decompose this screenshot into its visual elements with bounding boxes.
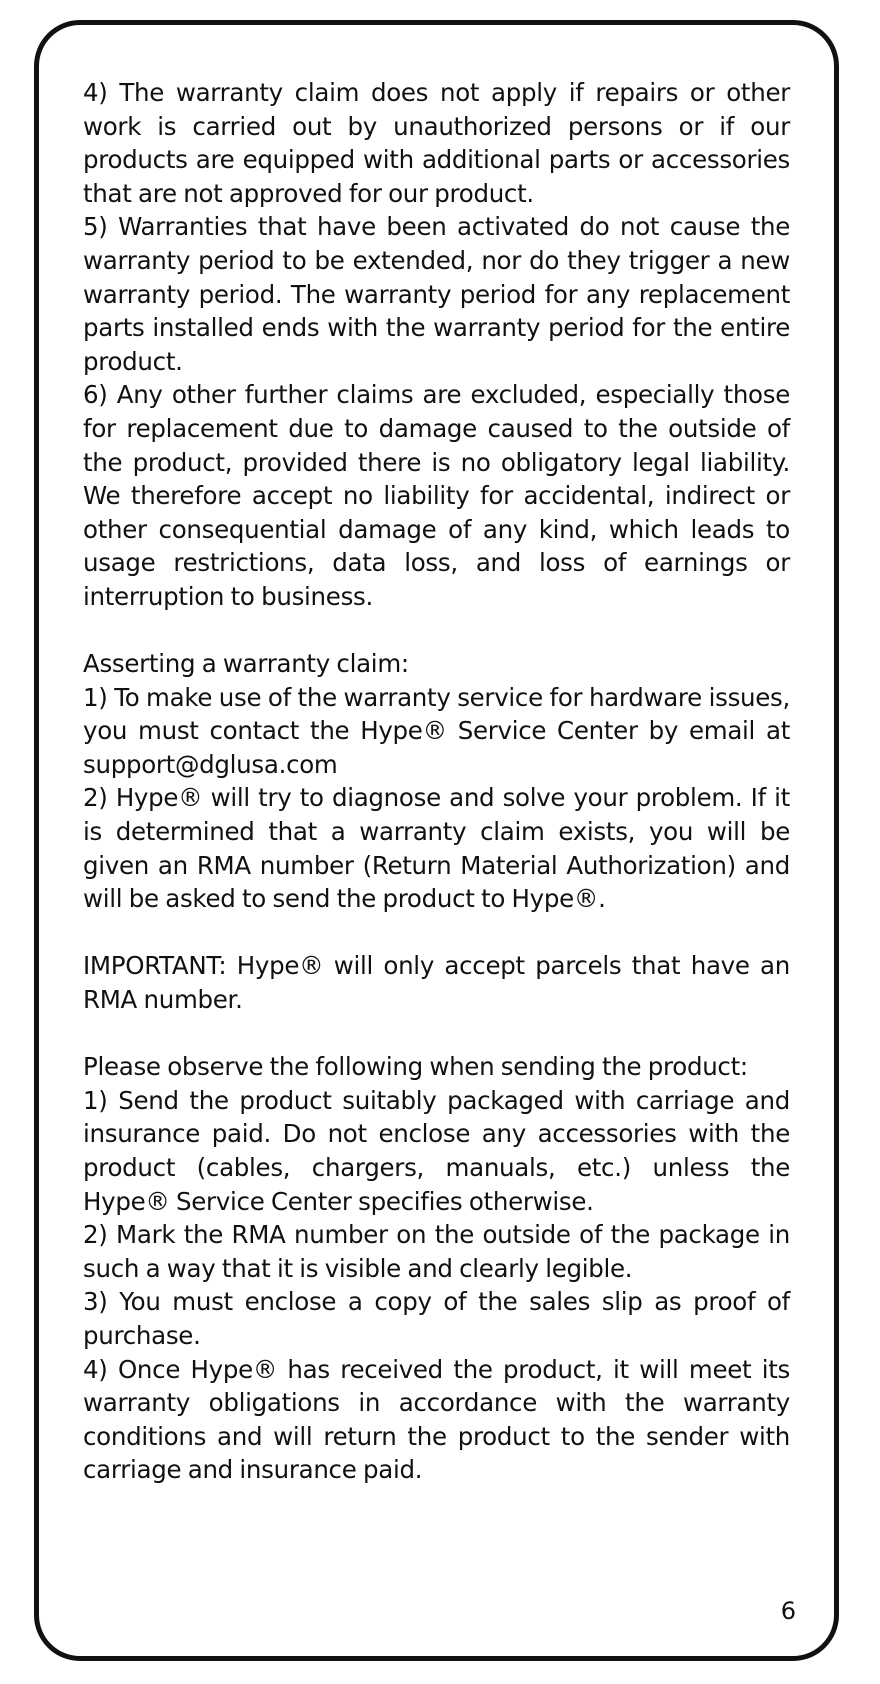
- warranty-condition-5: 5) Warranties that have been activated do not cause the warranty period to be extended, nor do they trigger a new warranty period. The warranty period for any replacement parts installed ends with the warranty period for the entire product.: [83, 212, 790, 376]
- paragraph-spacer: [83, 916, 790, 950]
- paragraph-spacer: [83, 614, 790, 648]
- important-notice: IMPORTANT: Hype® will only accept parcels that have an RMA number.: [83, 951, 790, 1015]
- warranty-condition-6: 6) Any other further claims are excluded, especially those for replacement due to damage caused to the outside of the product, provided there is no obligatory legal liability. We therefore accept no liability for accidental, indirect or other consequential damage of any kind, which leads to usage restrictions, data loss, and loss of earnings or interruption to business.: [83, 380, 790, 611]
- sending-item-4: 4) Once Hype® has received the product, it will meet its warranty obligations in accordance with the warranty conditions and will return the product to the sender with carriage and insurance paid.: [83, 1354, 790, 1485]
- asserting-claim-heading: Asserting a warranty claim:: [83, 649, 409, 679]
- sending-heading: Please observe the following when sending the product:: [83, 1052, 748, 1082]
- asserting-claim-item-2: 2) Hype® will try to diagnose and solve your problem. If it is determined that a warranty claim exists, you will be given an RMA number (Return Material Authorization) and will be asked to send the product to Hype®.: [83, 783, 790, 914]
- paragraph-spacer: [83, 1017, 790, 1051]
- page-number: 6: [780, 1597, 796, 1625]
- asserting-claim-item-1: 1) To make use of the warranty service for hardware issues, you must contact the Hype® Service Center by email at support@dglusa.com: [83, 682, 790, 779]
- sending-item-3: 3) You must enclose a copy of the sales slip as proof of purchase.: [83, 1287, 790, 1350]
- sending-item-1: 1) Send the product suitably packaged with carriage and insurance paid. Do not enclose any accessories with the product (cables, chargers, manuals, etc.) unless the Hype® Service Center specifies otherwise.: [83, 1085, 790, 1216]
- warranty-text: [83, 76, 790, 1487]
- warranty-condition-4: 4) The warranty claim does not apply if repairs or other work is carried out by unauthorized persons or if our products are equipped with additional parts or accessories that are not approved for our product.: [83, 78, 790, 208]
- sending-item-2: 2) Mark the RMA number on the outside of the package in such a way that it is visible and clearly legible.: [83, 1220, 790, 1283]
